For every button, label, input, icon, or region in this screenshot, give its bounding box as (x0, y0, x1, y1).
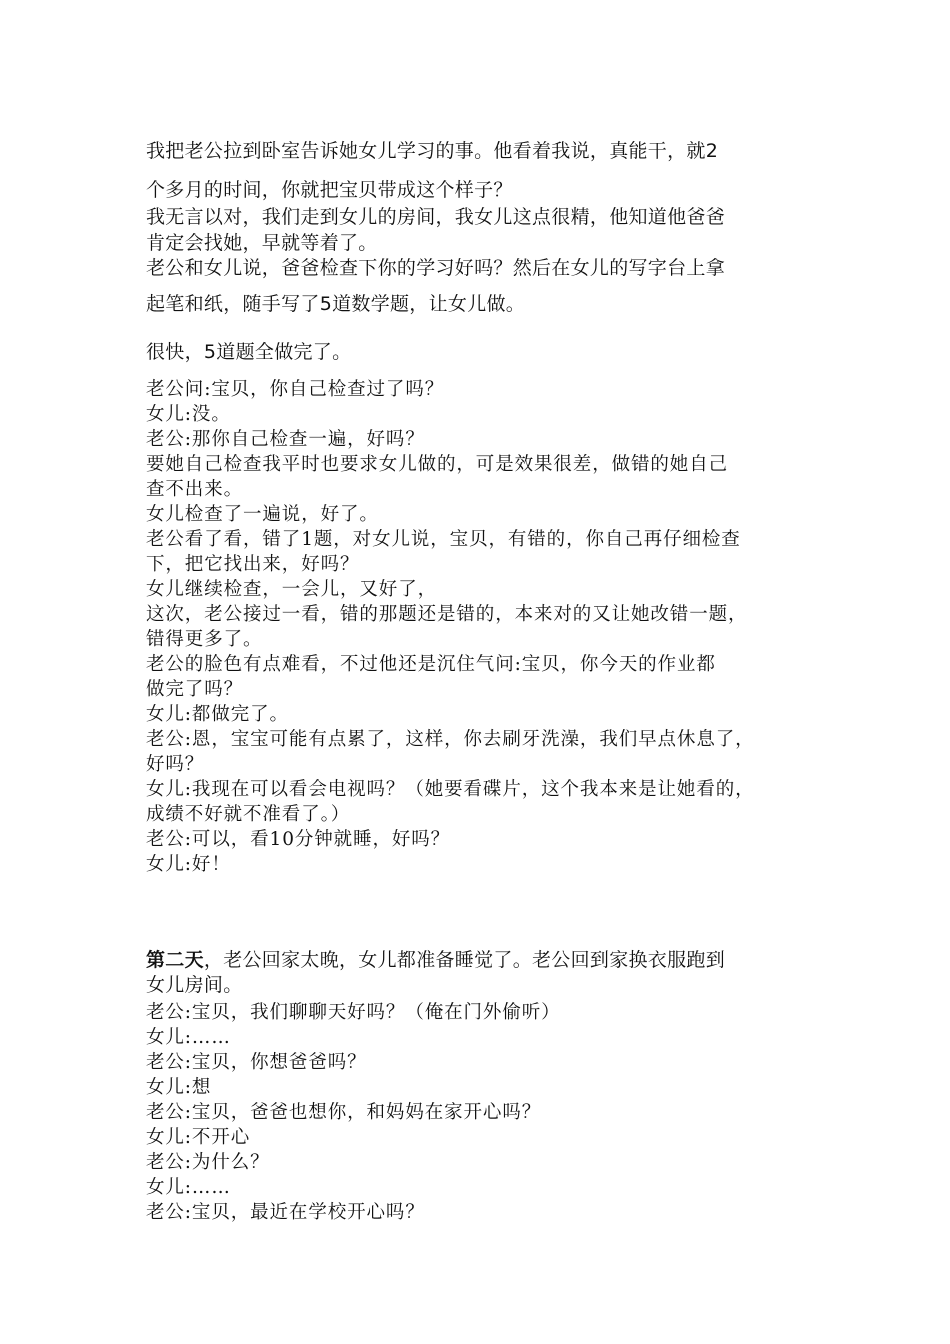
dialogue-line: 老公:恩，宝宝可能有点累了，这样，你去刷牙洗澡，我们早点休息了， (146, 729, 755, 750)
dialogue-line: 女儿:我现在可以看会电视吗？（她要看碟片，这个我本来是让她看的， (146, 779, 755, 800)
dialogue-line: 女儿:都做完了。 (146, 704, 289, 725)
dialogue-line: 女儿:…… (146, 1177, 231, 1198)
dialogue-line: 老公问:宝贝，你自己检查过了吗？ (146, 379, 445, 400)
day-heading: 第二天 (146, 949, 204, 971)
dialogue-line: 老公:宝贝，我们聊聊天好吗？（俺在门外偷听） (146, 1002, 561, 1023)
paragraph-line: 很快，5道题全做完了。 (146, 341, 352, 363)
dialogue-line: 做完了吗？ (146, 679, 244, 700)
paragraph-line: 老公和女儿说，爸爸检查下你的学习好吗？然后在女儿的写字台上拿 (146, 257, 726, 279)
paragraph-line: 我无言以对，我们走到女儿的房间，我女儿这点很精，他知道他爸爸 (146, 206, 726, 228)
dialogue-line: 下，把它找出来，好吗？ (146, 554, 360, 575)
dialogue-line: 老公:宝贝，爸爸也想你，和妈妈在家开心吗？ (146, 1102, 542, 1123)
dialogue-line: 老公看了看，错了1题，对女儿说，宝贝，有错的，你自己再仔细检查 (146, 529, 741, 550)
dialogue-line: 老公:那你自己检查一遍，好吗？ (146, 429, 425, 450)
dialogue-line: 老公:可以，看10分钟就睡，好吗？ (146, 829, 451, 850)
dialogue-line: 女儿:不开心 (146, 1127, 251, 1148)
paragraph-line: 我把老公拉到卧室告诉她女儿学习的事。他看着我说，真能干，就2 (146, 140, 719, 162)
dialogue-line: 老公:宝贝，你想爸爸吗？ (146, 1052, 367, 1073)
dialogue-line: 女儿继续检查，一会儿，又好了， (146, 579, 438, 600)
dialogue-line: 查不出来。 (146, 479, 244, 500)
dialogue-line: 女儿:好！ (146, 854, 231, 875)
dialogue-line: 老公:为什么？ (146, 1152, 270, 1173)
dialogue-line: 女儿:…… (146, 1027, 231, 1048)
dialogue-line: 老公:宝贝，最近在学校开心吗？ (146, 1202, 425, 1223)
dialogue-line: 女儿检查了一遍说，好了。 (146, 504, 379, 525)
dialogue-line: 要她自己检查我平时也要求女儿做的，可是效果很差，做错的她自己 (146, 454, 729, 475)
dialogue-line: 这次，老公接过一看，错的那题还是错的，本来对的又让她改错一题， (146, 604, 748, 625)
paragraph-line: 肯定会找她，早就等着了。 (146, 232, 378, 254)
dialogue-line: 女儿:没。 (146, 404, 231, 425)
dialogue-line: 好吗？ (146, 754, 205, 775)
paragraph-line: 个多月的时间，你就把宝贝带成这个样子？ (146, 179, 513, 201)
dialogue-line: 老公的脸色有点难看，不过他还是沉住气问:宝贝，你今天的作业都 (146, 654, 716, 675)
dialogue-line: 错得更多了。 (146, 629, 263, 650)
paragraph-line: 女儿房间。 (146, 974, 243, 996)
dialogue-line: 女儿:想 (146, 1077, 212, 1098)
paragraph-text: ，老公回家太晚，女儿都准备睡觉了。老公回到家换衣服跑到 (203, 949, 726, 971)
paragraph-line: 起笔和纸，随手写了5道数学题，让女儿做。 (146, 293, 526, 315)
dialogue-line: 成绩不好就不准看了。） (146, 804, 351, 825)
paragraph-line (146, 945, 725, 972)
